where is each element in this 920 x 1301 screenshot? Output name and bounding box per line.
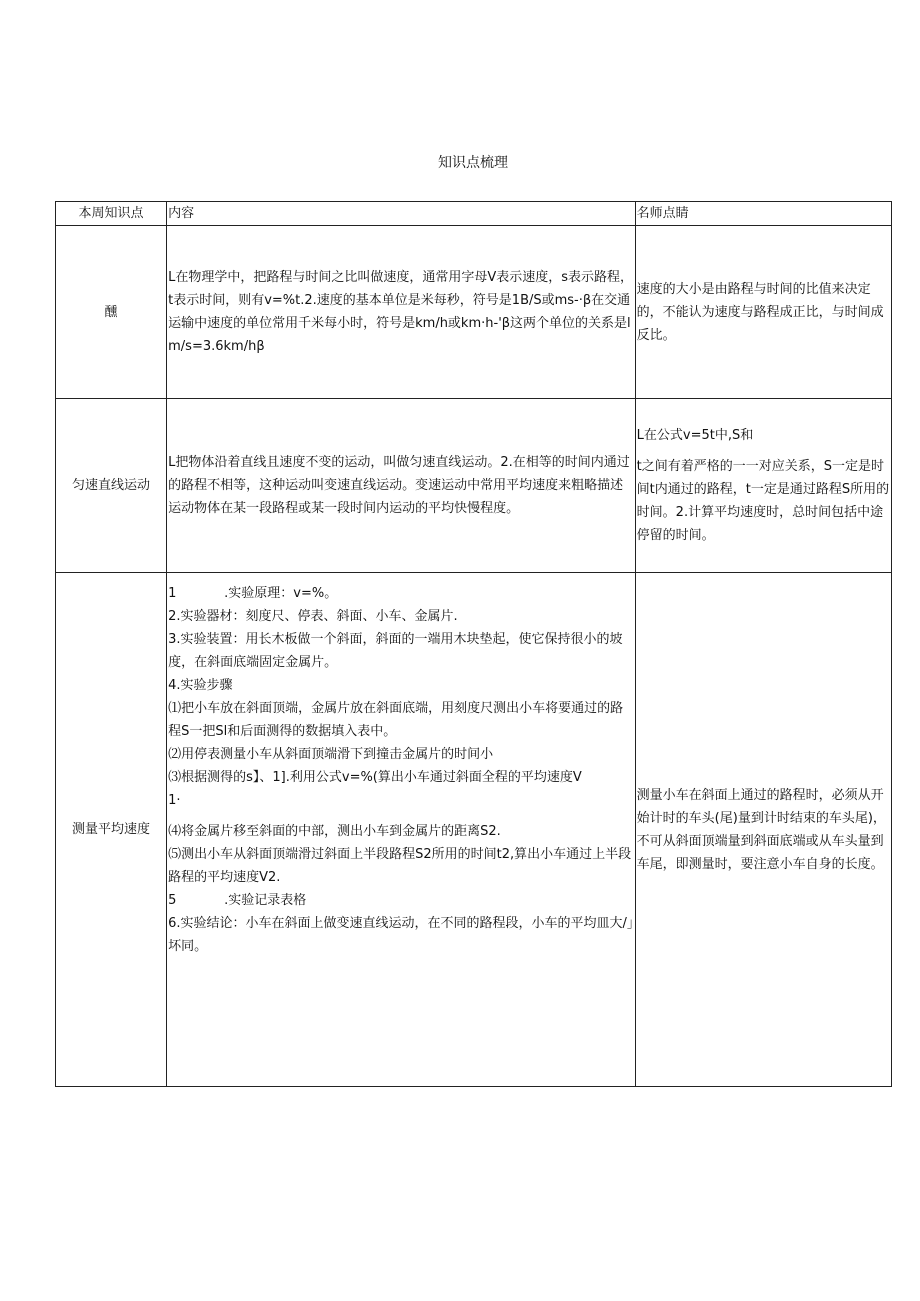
header-topic: 本周知识点 — [56, 202, 167, 226]
experiment-step: 1· — [168, 793, 181, 808]
tips-line: t之间有着严格的一一对应关系，S一定是时间t内通过的路程，t一定是通过路程S所用的时间。2.计算平均速度时，总时间包括中途停留的时间。 — [636, 459, 890, 543]
knowledge-table — [55, 201, 892, 1087]
tips-cell: 速度的大小是由路程与时间的比值来决定的，不能认为速度与路程成正比，与时间成反比。 — [635, 226, 891, 399]
tips-cell — [635, 399, 891, 573]
experiment-step: ⑸测出小车从斜面顶端滑过斜面上半段路程S2所用的时间t2,算出小车通过上半段路程的平均速度V2. — [168, 847, 632, 885]
tips-line: L在公式v=5t中,S和 — [636, 428, 754, 443]
tips-cell: 测量小车在斜面上通过的路程时，必须从开始计时的车头(尾)量到计时结束的车头尾)，不可从斜面顶端量到斜面底端或从车头量到车尾，即测量时，要注意小车自身的长度。 — [635, 573, 891, 1087]
experiment-step: 4.实验步骤 — [168, 678, 233, 693]
table-row — [56, 573, 892, 1087]
table-row — [56, 399, 892, 573]
header-tips: 名师点睛 — [635, 202, 891, 226]
experiment-step: ⑶根据测得的s】、1].利用公式v=%(算出小车通过斜面全程的平均速度V — [168, 770, 582, 785]
experiment-step: 2.实验器材：刻度尺、停表、斜面、小车、金属片. — [168, 609, 458, 624]
experiment-step: ⑷将金属片移至斜面的中部，测出小车到金属片的距离S2. — [168, 824, 501, 839]
table-header-row — [56, 202, 892, 226]
content-cell: L在物理学中，把路程与时间之比叫做速度，通常用字母V表示速度，s表示路程，t表示时间，则有v=%t.2.速度的基本单位是米每秒，符号是1B/S或ms-·β在交通运输中速度的单位常用千米每小时，符号是km/h或km·h-'β这两个单位的关系是lm/s=3.6km/hβ — [167, 226, 636, 399]
experiment-step: ⑵用停表测量小车从斜面顶端滑下到撞击金属片的时间小 — [168, 747, 494, 762]
content-cell — [167, 573, 636, 1087]
experiment-step: 6.实验结论：小车在斜面上做变速直线运动，在不同的路程段，小车的平均皿大/」坏同。 — [168, 916, 634, 954]
experiment-step: 5 .实验记录表格 — [168, 893, 307, 908]
topic-cell: 匀速直线运动 — [56, 399, 167, 573]
topic-cell: 醺 — [56, 226, 167, 399]
topic-cell: 测量平均速度 — [56, 573, 167, 1087]
page-title: 知识点梳理 — [438, 155, 508, 171]
experiment-step: 3.实验装置：用长木板做一个斜面，斜面的一端用木块垫起，使它保持很小的坡度，在斜面底端固定金属片。 — [168, 632, 623, 670]
experiment-step: ⑴把小车放在斜面顶端，金属片放在斜面底端，用刻度尺测出小车将要通过的路程S一把Sl和后面测得的数据填入表中。 — [168, 701, 624, 739]
header-content: 内容 — [167, 202, 636, 226]
experiment-step: 1 .实验原理：v=%。 — [168, 586, 338, 601]
content-cell: L把物体沿着直线且速度不变的运动，叫做匀速直线运动。2.在相等的时间内通过的路程不相等，这种运动叫变速直线运动。变速运动中常用平均速度来粗略描述运动物体在某一段路程或某一段时间内运动的平均快慢程度。 — [167, 399, 636, 573]
table-row — [56, 226, 892, 399]
